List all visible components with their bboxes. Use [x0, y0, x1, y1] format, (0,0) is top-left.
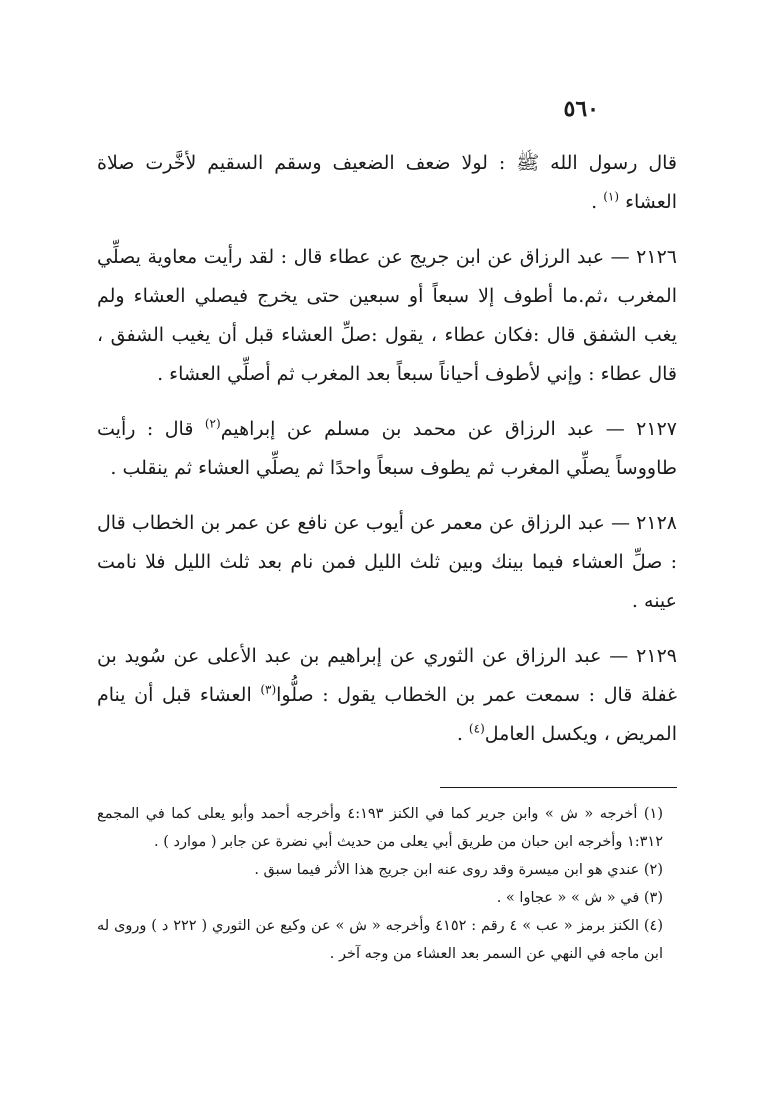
- footnote-1: (١) أخرجه « ش » وابن جرير كما في الكنز ٤:١٩٣ وأخرجه أحمد وأبو يعلى كما في المجمع ١:٣١٢ وأخرجه ابن حبان من طريق أبي يعلى من حديث أبي نضرة عن جابر ( موارد ) .: [97, 806, 664, 850]
- paragraph-tail: .: [591, 191, 598, 213]
- footnote-divider: [440, 787, 677, 788]
- footnote-reference[interactable]: (١): [603, 189, 620, 204]
- paragraph-text: ٢١٢٦ — عبد الرزاق عن ابن جريج عن عطاء قال : لقد رأيت معاوية يصلِّي المغرب ،ثم.ما أطوف إلا سبعاً أو سبعين حتى يخرج فيصلي العشاء ولم يغب الشفق قال :فكان عطاء ، يقول :صلِّ العشاء قبل أن يغيب الشفق ، قال عطاء : وإني لأطوف أحياناً سبعاً بعد المغرب ثم أصلِّي العشاء .: [97, 246, 677, 385]
- main-text: [97, 140, 677, 754]
- hadith-2126: [97, 238, 677, 394]
- footnotes: [97, 800, 677, 968]
- footnote-reference[interactable]: (٣): [260, 682, 277, 697]
- paragraph-text: ٢١٢٧ — عبد الرزاق عن محمد بن مسلم عن إبراهيم: [220, 418, 677, 440]
- footnote-reference[interactable]: (٤): [468, 721, 485, 736]
- hadith-2129: [97, 637, 677, 754]
- paragraph-text: ٢١٢٩ — عبد الرزاق عن الثوري عن إبراهيم بن عبد الأعلى عن سُويد بن غفلة قال : سمعت عمر بن الخطاب يقول : صلُّوا: [97, 645, 677, 706]
- footnote-2: (٢) عندي هو ابن ميسرة وقد روى عنه ابن جريج هذا الأثر فيما سبق .: [254, 862, 663, 878]
- paragraph-tail: العشاء قبل أن ينام المريض ، ويكسل العامل: [97, 684, 677, 745]
- footnote-3: (٣) في « ش » « عجاوا » .: [496, 890, 663, 906]
- page-number: ٥٦٠: [563, 96, 599, 122]
- paragraph-intro: [97, 144, 677, 222]
- paragraph-tail: .: [456, 723, 469, 745]
- footnote-reference[interactable]: (٢): [204, 416, 221, 431]
- hadith-2128: [97, 504, 677, 621]
- paragraph-tail: قال : رأيت طاووساً يصلِّي المغرب ثم يطوف سبعاً واحدًا ثم يصلِّي العشاء ثم ينقلب .: [97, 418, 677, 479]
- paragraph-text: ٢١٢٨ — عبد الرزاق عن معمر عن أيوب عن نافع عن عمر بن الخطاب قال : صلِّ العشاء فيما بينك وبين ثلث الليل فمن نام بعد ثلث الليل فلا نامت عينه .: [97, 512, 677, 612]
- footnote-4: (٤) الكنز برمز « عب » ٤ رقم : ٤١٥٢ وأخرجه « ش » عن وكيع عن الثوري ( ٢٢٢ د ) وروى له ابن ماجه في النهي عن السمر بعد العشاء من وجه آخر .: [97, 918, 664, 962]
- paragraph-text: قال رسول الله ﷺ : لولا ضعف الضعيف وسقم السقيم لأخَّرت صلاة العشاء: [97, 152, 677, 213]
- hadith-2127: [97, 410, 677, 488]
